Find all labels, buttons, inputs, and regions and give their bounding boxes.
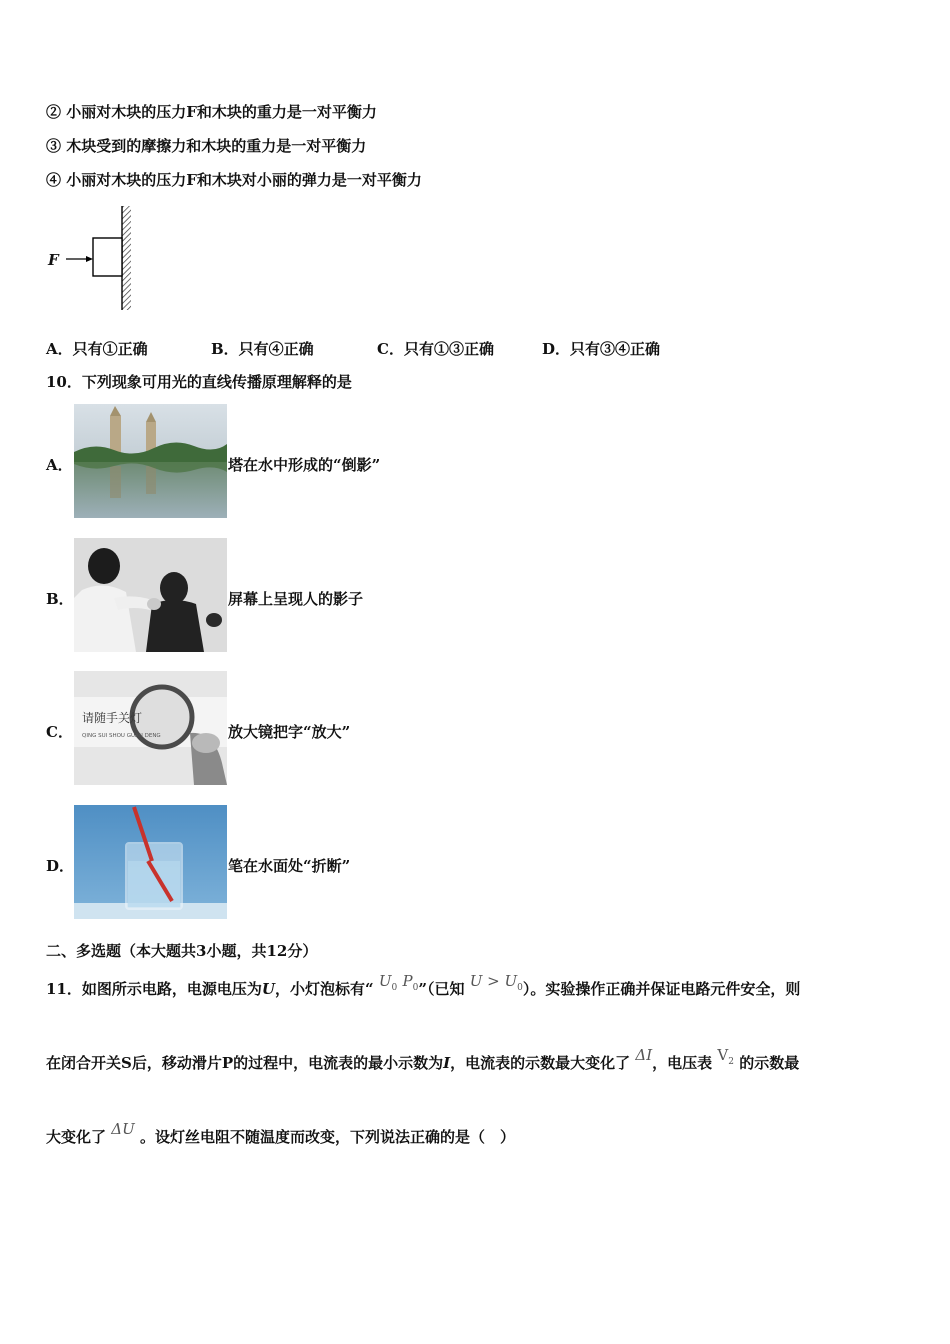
- pencil-in-water-photo: [74, 805, 227, 919]
- q11-text: ，电压表: [652, 1054, 713, 1072]
- q11-text: 大变化了: [46, 1128, 107, 1146]
- sign-text: 请随手关灯: [82, 711, 143, 725]
- q10-option-b[interactable]: [46, 538, 566, 654]
- q9-option-d[interactable]: D．只有③④正确: [542, 340, 661, 358]
- statement-4: ④ 小丽对木块的压力F和木块对小丽的弹力是一对平衡力: [46, 171, 422, 189]
- shadow-on-screen-photo: [74, 538, 227, 652]
- q11-line-1: [46, 972, 801, 1006]
- q11-text: ）。实验操作正确并保证电路元件安全，则: [522, 980, 801, 998]
- pagoda-reflection-photo: [74, 404, 227, 518]
- q11-line-3: [46, 1120, 515, 1147]
- var-u: U: [261, 980, 275, 998]
- q9-option-c[interactable]: C．只有①③正确: [377, 340, 494, 358]
- q11-line-2: [46, 1046, 800, 1080]
- force-diagram: [46, 204, 146, 316]
- q11-text: 。设灯丝电阻不随温度而改变，下列说法正确的是（ ）: [139, 1128, 515, 1146]
- voltmeter-v2: $V_2$: [717, 1046, 734, 1067]
- option-caption: 放大镜把字“放大”: [228, 723, 351, 741]
- q11-text: ，小灯泡标有“: [274, 980, 374, 998]
- option-caption: 塔在水中形成的“倒影”: [228, 456, 381, 474]
- q10-option-d[interactable]: [46, 805, 566, 921]
- statement-3: ③ 木块受到的摩擦力和木块的重力是一对平衡力: [46, 137, 367, 155]
- q10-option-c[interactable]: [46, 671, 566, 787]
- delta-u: ΔU: [111, 1120, 135, 1138]
- q11-text: 在闭合开关S后，移动滑片P的过程中，电流表的最小示数为: [46, 1054, 444, 1072]
- option-letter: D．: [46, 857, 75, 875]
- q11-text: ，电流表的示数最大变化了: [450, 1054, 631, 1072]
- q9-option-a[interactable]: A．只有①正确: [46, 340, 148, 358]
- condition-formula: $U > U_0$: [469, 972, 523, 993]
- force-label: F: [48, 251, 59, 269]
- q11-text: 11．如图所示电路，电源电压为: [46, 980, 262, 998]
- q11-text: 的示数最: [739, 1054, 800, 1072]
- option-letter: A．: [46, 456, 73, 474]
- q9-option-b[interactable]: B．只有④正确: [211, 340, 314, 358]
- q10-option-a[interactable]: [46, 404, 566, 520]
- delta-i: ΔI: [635, 1046, 653, 1064]
- magnifier-photo: [74, 671, 227, 785]
- option-letter: B．: [46, 590, 74, 608]
- option-caption: 笔在水面处“折断”: [228, 857, 351, 875]
- rating-u0: $U_0$: [378, 972, 398, 993]
- var-i: I: [443, 1054, 451, 1072]
- section-heading: 二、多选题（本大题共3小题，共12分）: [46, 942, 318, 960]
- option-letter: C．: [46, 723, 73, 741]
- sign-pinyin: QING SUI SHOU GUAN DENG: [82, 733, 161, 739]
- statement-2: ② 小丽对木块的压力F和木块的重力是一对平衡力: [46, 103, 377, 121]
- q9-options: [46, 338, 746, 360]
- rating-p0: $P_0$: [402, 972, 419, 993]
- q11-text: ”（已知: [418, 980, 465, 998]
- q10-question: 10．下列现象可用光的直线传播原理解释的是: [46, 373, 352, 391]
- option-caption: 屏幕上呈现人的影子: [228, 590, 364, 608]
